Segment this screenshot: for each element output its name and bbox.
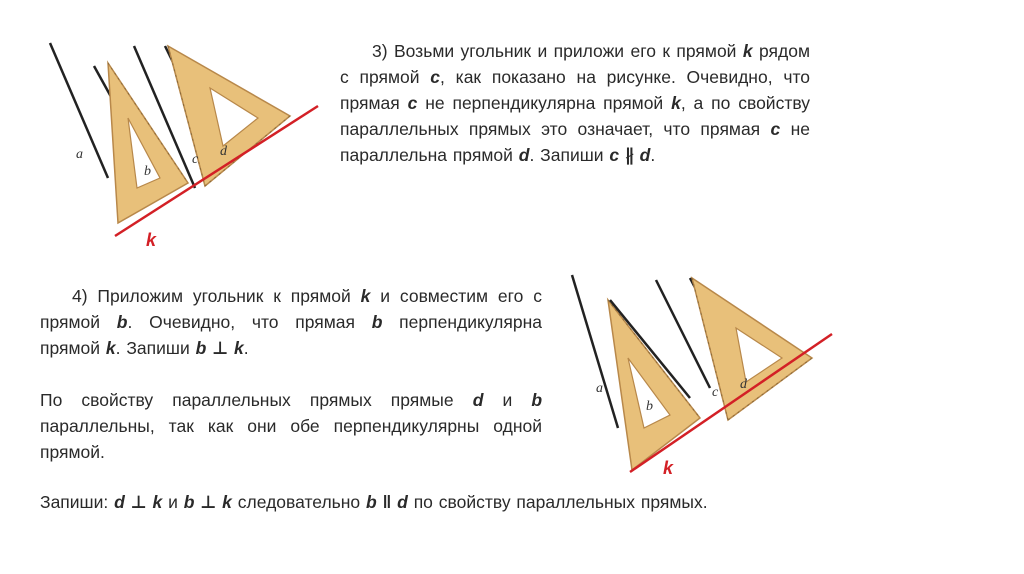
formula-b-perp-k: b ⊥ k [195,338,244,358]
paragraph-step-4: 4) Приложим угольник к прямой k и совместим его с прямой b. Очевидно, что прямая b перпендикулярна прямой k. Запиши b ⊥ k. [40,286,543,358]
paragraph-property: По свойству параллельных прямых прямые d и b параллельны, так как они обе перпендикулярны одной прямой. [40,390,543,462]
label-c: c [712,385,719,400]
figure-set-square-c-not-parallel [40,38,330,258]
paragraph-conclusion: Запиши: d ⊥ k и b ⊥ k следовательно b ‖ d по свойству параллельных прямых. [40,492,708,512]
set-square-1 [608,300,700,470]
label-b: b [646,399,653,414]
formula-b-perp-k: b ⊥ k [183,492,232,512]
formula-c-not-parallel-d: c ∦ d [609,145,651,165]
label-d: d [220,144,227,159]
label-a: a [76,147,83,162]
set-square-2 [692,278,812,420]
line-a [572,275,618,428]
label-c: c [192,152,199,167]
label-b: b [144,164,151,179]
formula-b-parallel-d: b ‖ d [366,492,408,512]
label-k: k [663,458,674,478]
label-d: d [740,377,747,392]
figure-set-square-b-perpendicular [560,270,840,480]
formula-d-perp-k: d ⊥ k [114,492,163,512]
paragraph-step-3: 3) Возьми угольник и приложи его к прямой k рядом с прямой c, как показано на рисунке. Очевидно, что прямая c не перпендикулярна прямой k, а по свойству параллельных прямых это означает, что прямая c не параллельна прямой d. Запиши c ∦ d. [340,41,810,165]
label-k: k [146,230,157,250]
label-a: a [596,381,603,396]
